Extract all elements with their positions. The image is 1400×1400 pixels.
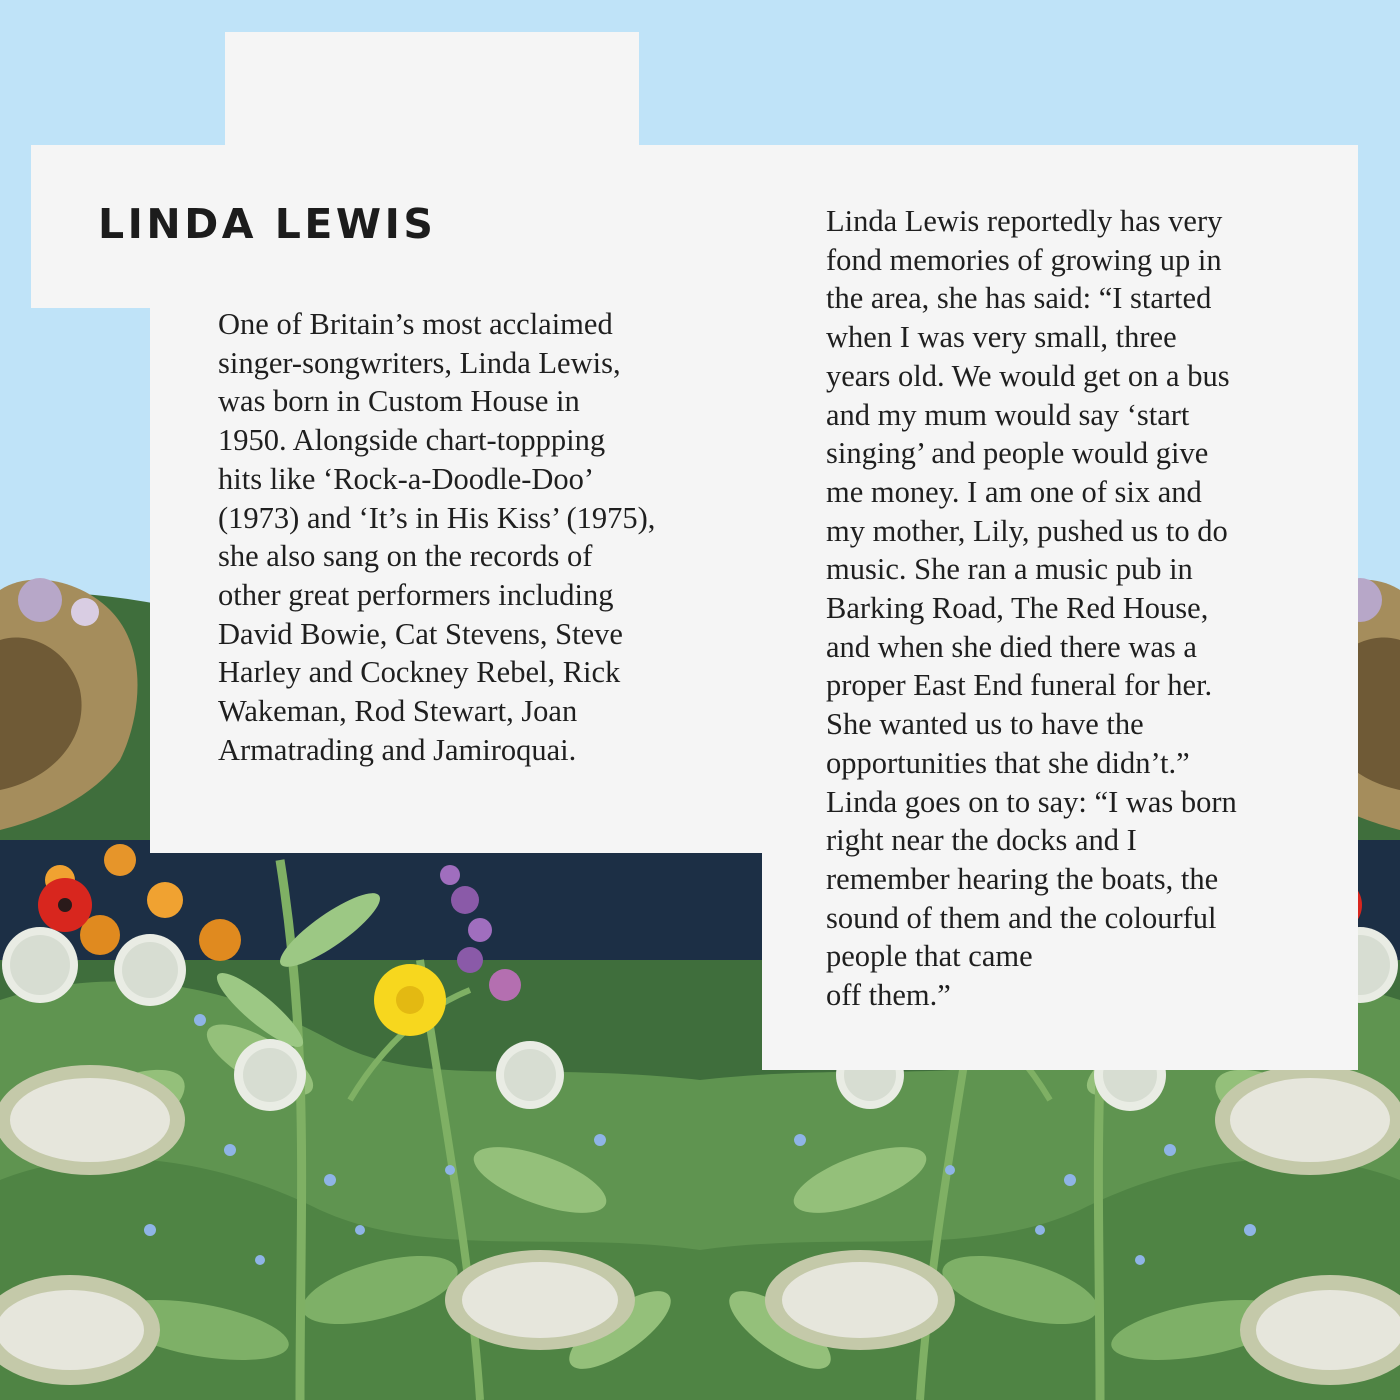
- quote-paragraph: Linda Lewis reportedly has very fond memories of growing up in the area, she has said: “I started when I was very small, three years old. We would get on a bus and my mum would say ‘start singing’ and people would give me money. I am one of six and my mother, Lily, pushed us to do music. She ran a music pub in Barking Road, The Red House, and when she died there was a proper East End funeral for her. She wanted us to have the opportunities that she didn’t.” Linda goes on to say: “I was born right near the docks and I remember hearing the boats, the sound of them and the colourful people that came off them.”: [826, 204, 1237, 1013]
- bio-paragraph: One of Britain’s most acclaimed singer-songwriters, Linda Lewis, was born in Custom House in 1950. Alongside chart-toppping hits like ‘Rock-a-Doodle-Doo’ (1973) and ‘It’s in His Kiss’ (1975), she also sang on the records of other great performers including David Bowie, Cat Stevens, Steve Harley and Cockney Rebel, Rick Wakeman, Rod Stewart, Joan Armatrading and Jamiroquai.: [218, 307, 656, 767]
- page-title: LINDA LEWIS: [98, 200, 437, 248]
- text-panel-tab: [225, 32, 639, 162]
